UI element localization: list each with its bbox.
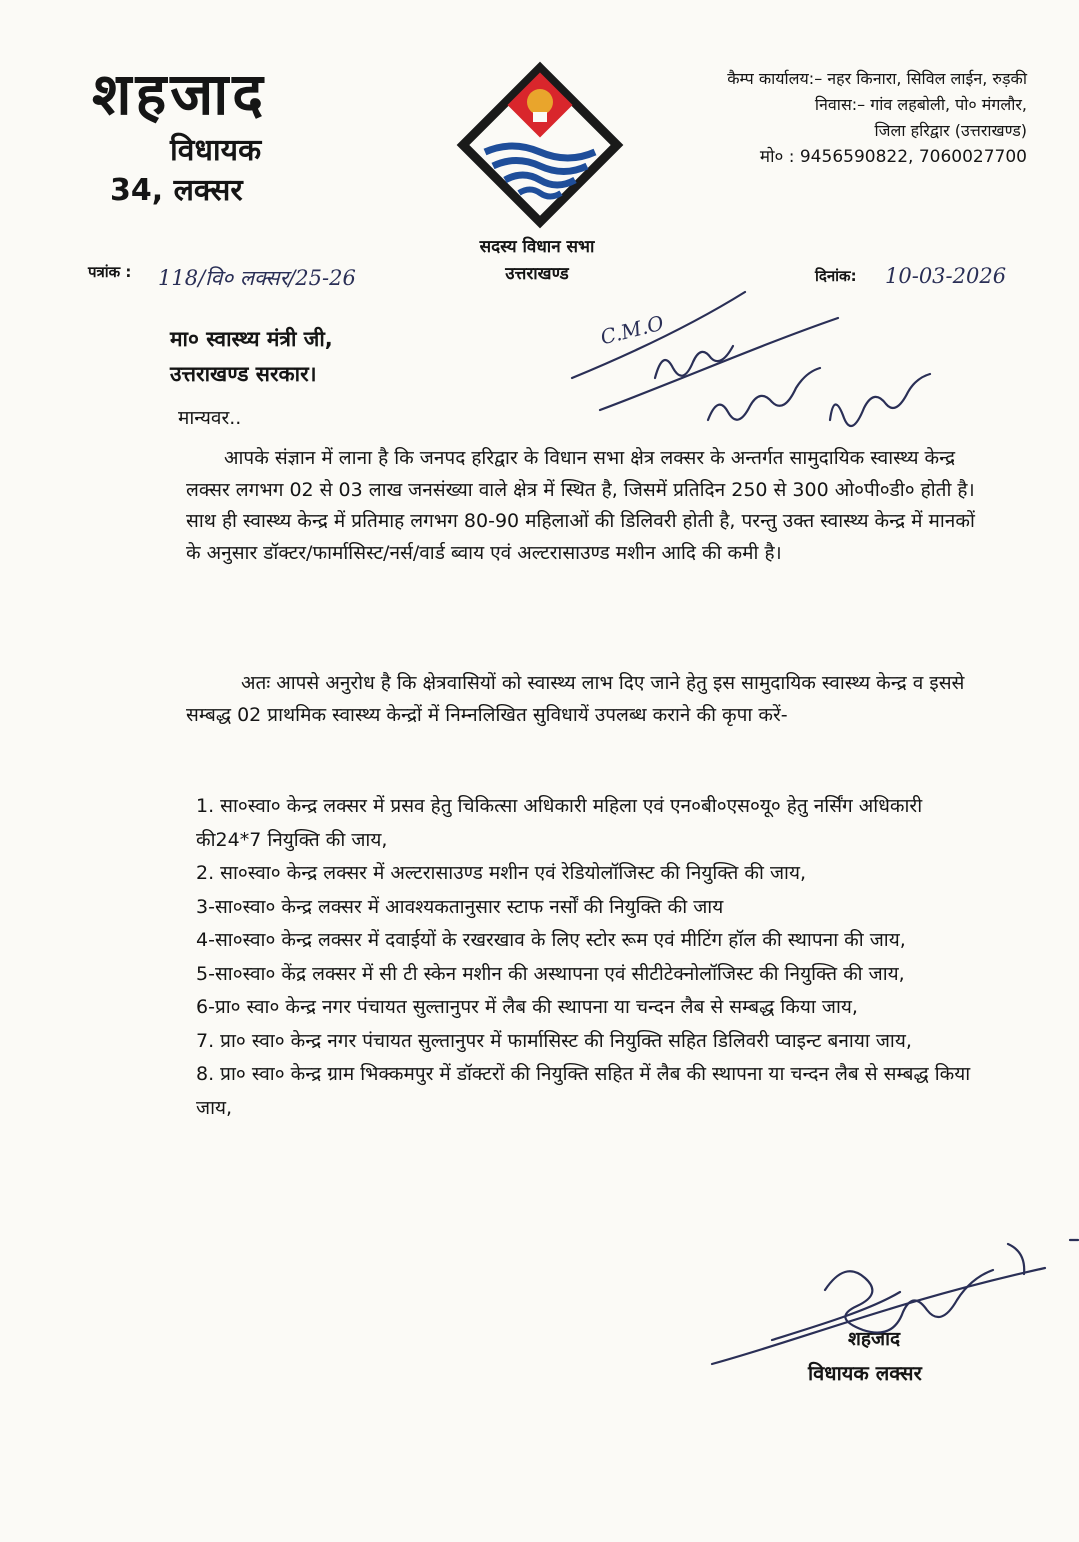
addressee-line-1: मा० स्वास्थ्य मंत्री जी, (170, 327, 333, 351)
body-paragraph-2: अतः आपसे अनुरोध है कि क्षेत्रवासियों को स्वास्थ्य लाभ दिए जाने हेतु इस सामुदायिक स्वास्थ्य केन्द्र व इससे सम्बद्ध 02 प्राथमिक स्वास्थ्य केन्द्रों में निम्नलिखित सुविधायें उपलब्ध कराने की कृपा करें- (186, 672, 965, 726)
residence: निवास:– गांव लहबोली, पो० मंगलौर, (814, 95, 1027, 114)
list-item: 5-सा०स्वा० केंद्र लक्सर में सी टी स्केन मशीन की अस्थापना एवं सीटीटेक्नोलॉजिस्ट की नियुक्ति की जाय, (196, 962, 905, 985)
date-value: 10-03-2026 (885, 264, 1007, 288)
list-item: 7. प्रा० स्वा० केन्द्र नगर पंचायत सुल्तानुपर में फार्मासिस्ट की नियुक्ति सहित डिलिवरी प्वाइन्ट बनाया जाय, (196, 1029, 912, 1052)
signatory-title: विधायक लक्सर (808, 1361, 922, 1385)
address-block (727, 66, 1027, 170)
body-paragraph-1: आपके संज्ञान में लाना है कि जनपद हरिद्वार के विधान सभा क्षेत्र लक्सर के अन्तर्गत सामुदायिक स्वास्थ्य केन्द्र लक्सर लगभग 02 से 03 लाख जनसंख्या वाले क्षेत्र में स्थित है, जिसमें प्रतिदिन 250 से 300 ओ०पी०डी० होती है। साथ ही स्वास्थ्य केन्द्र में प्रतिमाह लगभग 80-90 महिलाओं की डिलिवरी होती है, परन्तु उक्त स्वास्थ्य केन्द्र में मानकों के अनुसार डॉक्टर/फार्मासिस्ट/नर्स/वार्ड ब्वाय एवं अल्टरासाउण्ड मशीन आदि की कमी है। (186, 447, 975, 564)
letterhead-name: शहजाद (92, 60, 268, 128)
list-item: 3-सा०स्वा० केन्द्र लक्सर में आवश्यकतानुसार स्टाफ नर्सों की नियुक्ति की जाय (196, 895, 724, 918)
house-label (452, 234, 622, 288)
camp-office: कैम्प कार्यालय:– नहर किनारा, सिविल लाईन, रुड़की (727, 69, 1027, 88)
list-item: 4-सा०स्वा० केन्द्र लक्सर में दवाईयों के रखरखाव के लिए स्टोर रूम एवं मीटिंग हॉल की स्थापना की जाय, (196, 929, 906, 951)
district: जिला हरिद्वार (उत्तराखण्ड) (874, 121, 1027, 140)
list-item: 8. प्रा० स्वा० केन्द्र ग्राम भिक्कमपुर में डॉक्टरों की नियुक्ति सहित में लैब की स्थापना या चन्दन लैब से सम्बद्ध किया जाय, (196, 1063, 971, 1119)
letterhead-constituency: 34, लक्सर (110, 173, 243, 208)
date-label: दिनांक: (815, 267, 857, 285)
uttarakhand-emblem-icon (455, 60, 625, 230)
list-item: 1. सा०स्वा० केन्द्र लक्सर में प्रसव हेतु चिकित्सा अधिकारी महिला एवं एन०बी०एस०यू० हेतु नर्सिंग अधिकारी की24*7 नियुक्ति की जाय, (196, 795, 923, 851)
salutation: मान्यवर.. (178, 407, 242, 429)
house-line-1: सदस्य विधान सभा (479, 237, 595, 257)
addressee-line-2: उत्तराखण्ड सरकार। (170, 362, 317, 386)
signatory-name: शहजाद (848, 1328, 901, 1350)
house-line-2: उत्तराखण्ड (505, 264, 569, 284)
letterhead-designation: विधायक (170, 133, 262, 168)
list-item: 2. सा०स्वा० केन्द्र लक्सर में अल्टरासाउण्ड मशीन एवं रेडियोलॉजिस्ट की नियुक्ति की जाय, (196, 862, 807, 884)
mobile-numbers: मो० : 9456590822, 7060027700 (759, 147, 1027, 167)
ref-number: 118/वि० लक्सर/25-26 (158, 266, 356, 290)
ref-label: पत्रांक : (88, 263, 132, 281)
list-item: 6-प्रा० स्वा० केन्द्र नगर पंचायत सुल्तानुपर में लैब की स्थापना या चन्दन लैब से सम्बद्ध किया जाय, (196, 996, 858, 1018)
request-list (196, 790, 980, 1125)
handwritten-note: C.M.O (598, 310, 667, 350)
